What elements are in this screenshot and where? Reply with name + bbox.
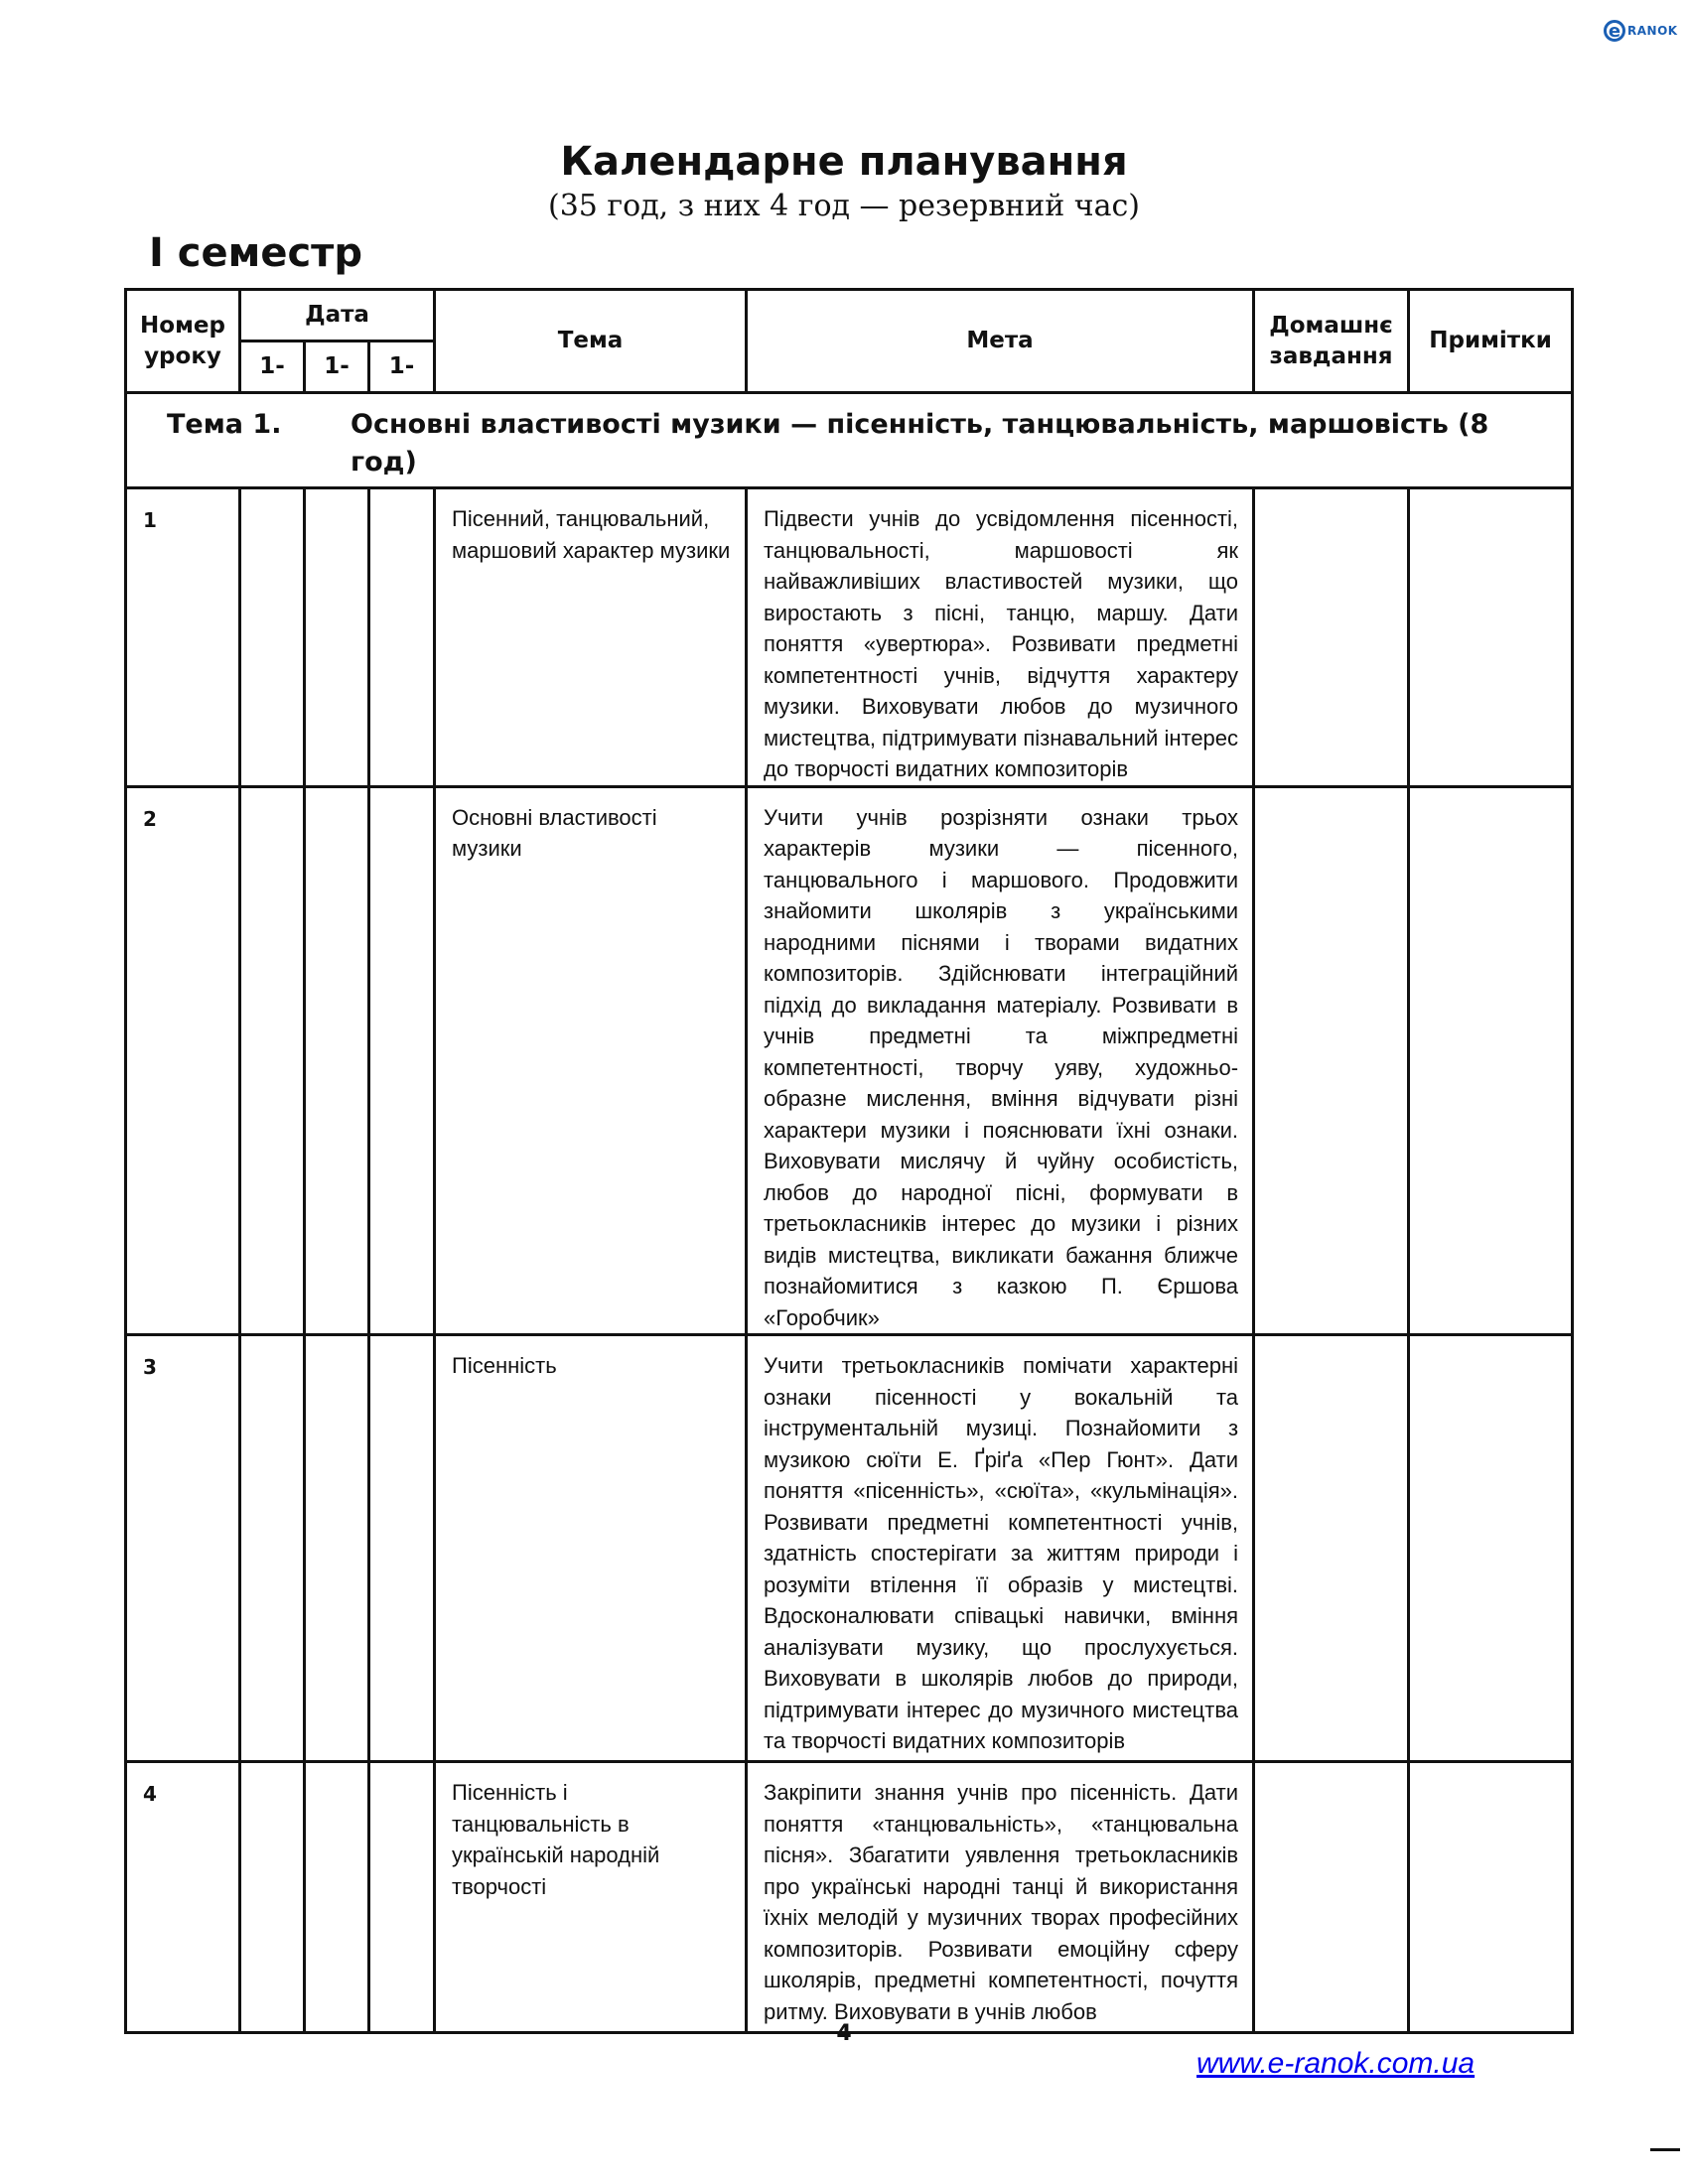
lesson-goal: Учити учнів розрізняти ознаки трьох характерів музики — пісенного, танцювального і маршового. Продовжити знайомити школярів з українськими народними піснями і творами видатних композиторів. Здійснювати інтеграційний підхід до викладання матеріалу. Розвивати в учнів предметні та міжпредметні компетентності, творчу уяву, художньо-образне мислення, вміння відчувати різні характери музики і пояснювати їхні ознаки. Виховувати мислячу й чуйну особистість, любов до народної пісні, формувати в третьокласників інтерес до музики і різних видів мистецтва, викликати бажання ближче познайомитися з казкою П. Єршова «Горобчик» [747,786,1254,1335]
date-cell [305,1762,369,2033]
date-cell [240,786,305,1335]
lesson-topic: Пісенність і танцювальність в українській народній творчості [435,1762,747,2033]
lesson-goal: Закріпити знання учнів про пісенність. Дати поняття «танцювальність», «танцювальна пісня». Збагатити уявлення третьокласників про українські народні танці й використання їхніх мелодій у музичних творах професійних композиторів. Розвивати емоційну сферу школярів, предметні компетентності, почуття ритму. Виховувати в учнів любов [747,1762,1254,2033]
date-cell [369,1335,435,1762]
semester-heading: І семестр [149,230,362,276]
lesson-number: 3 [126,1335,240,1762]
notes-cell [1409,1762,1573,2033]
notes-cell [1409,488,1573,787]
date-cell [240,1335,305,1762]
lesson-goal: Підвести учнів до усвідомлення пісенності, танцювальності, маршовості як найважливіших властивостей музики, що виростають з пісні, танцю, маршу. Дати поняття «увертюра». Розвивати предметні компетентності учнів, відчуття характеру музики. Виховувати любов до музичного мистецтва, підтримувати пізнавальний інтерес до творчості видатних композиторів [747,488,1254,787]
table-row [126,488,1573,787]
header-notes: Примітки [1409,290,1573,393]
table-row [126,1762,1573,2033]
header-date-sub: 1- [305,341,369,393]
header-lesson-number: Номер уроку [126,290,240,393]
publisher-logo [1604,20,1678,42]
date-cell [240,1762,305,2033]
homework-cell [1254,488,1409,787]
theme-title: Основні властивості музики — пісенність, танцювальність, маршовість (8 год) [351,409,1489,478]
header-date-sub: 1- [369,341,435,393]
notes-cell [1409,786,1573,1335]
page-number: 4 [836,2021,852,2046]
lesson-topic: Пісенність [435,1335,747,1762]
header-goal: Мета [747,290,1254,393]
date-cell [240,488,305,787]
date-cell [369,488,435,787]
theme-cell [126,393,1573,488]
date-cell [305,786,369,1335]
homework-cell [1254,1762,1409,2033]
lesson-goal: Учити третьокласників помічати характерні ознаки пісенності у вокальній та інструментальній музиці. Познайомити з музикою сюїти Е. Ґріґа «Пер Гюнт». Дати поняття «пісенність», «сюїта», «кульмінація». Розвивати предметні компетентності учнів, здатність спостерігати за життям природи і розуміти втілення її образів у мистецтві. Вдосконалювати співацькі навички, вміння аналізувати музику, що прослухується. Виховувати в школярів любов до природи, підтримувати інтерес до музичного мистецтва та творчості видатних композиторів [747,1335,1254,1762]
lesson-topic: Основні властивості музики [435,786,747,1335]
date-cell [305,488,369,787]
homework-cell [1254,1335,1409,1762]
notes-cell [1409,1335,1573,1762]
header-topic: Тема [435,290,747,393]
lesson-number: 4 [126,1762,240,2033]
date-cell [305,1335,369,1762]
theme-row [126,393,1573,488]
header-date-sub: 1- [240,341,305,393]
corner-mark [1650,2148,1680,2151]
table-row [126,786,1573,1335]
website-link[interactable]: www.e-ranok.com.ua [1196,2047,1476,2080]
logo-text: RANOK [1627,24,1678,38]
planning-table [124,288,1574,2034]
header-date: Дата [240,290,435,341]
lesson-number: 2 [126,786,240,1335]
lesson-topic: Пісенний, танцювальний, маршовий характер музики [435,488,747,787]
page-title: Календарне планування [560,139,1128,185]
theme-label: Тема 1. [167,409,282,440]
table-row [126,1335,1573,1762]
date-cell [369,786,435,1335]
homework-cell [1254,786,1409,1335]
lesson-number: 1 [126,488,240,787]
date-cell [369,1762,435,2033]
header-homework: Домашнє завдання [1254,290,1409,393]
logo-e-icon: e [1604,20,1625,42]
page-subtitle: (35 год, з них 4 год — резервний час) [548,189,1140,223]
